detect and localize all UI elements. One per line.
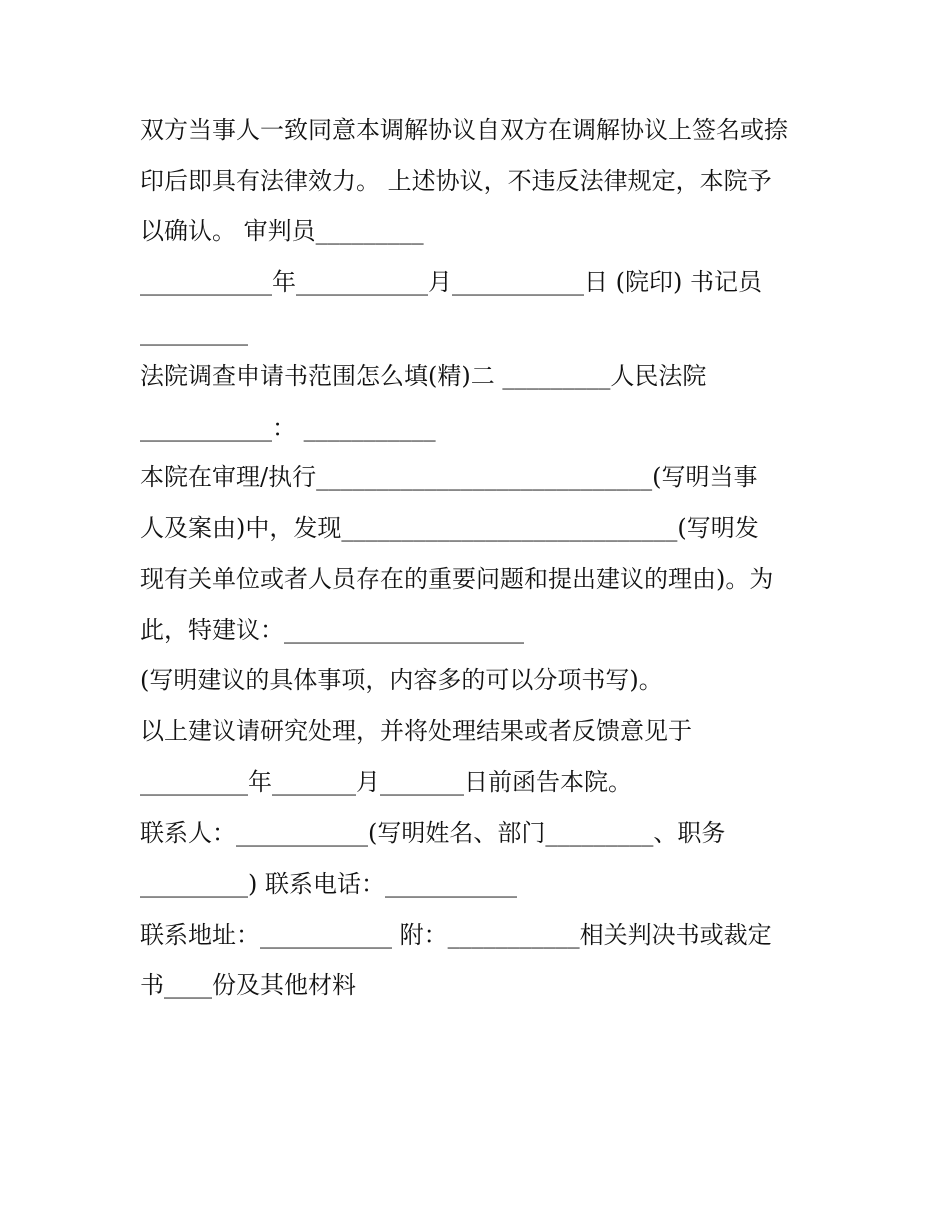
- text-line-12: (写明建议的具体事项，内容多的可以分项书写)。: [140, 666, 663, 694]
- text-line-6: 法院调查申请书范围怎么填(精)二 _________人民法院: [140, 362, 707, 390]
- text-line-7: ___________： ___________: [140, 414, 436, 442]
- text-line-11: 此，特建议：____________________: [140, 616, 524, 644]
- text-line-16: _________) 联系电话：___________: [140, 870, 517, 898]
- text-line-18: 书____份及其他材料: [140, 971, 356, 999]
- text-line-1: 双方当事人一致同意本调解协议自双方在调解协议上签名或捺: [140, 116, 788, 144]
- text-line-9: 人及案由)中，发现____________________________(写明发: [140, 514, 759, 542]
- text-line-4: ___________年___________月___________日 (院印) 书记员: [140, 268, 762, 296]
- text-line-13: 以上建议请研究处理，并将处理结果或者反馈意见于: [140, 717, 692, 745]
- text-line-2: 印后即具有法律效力。 上述协议，不违反法律规定，本院予: [140, 167, 772, 195]
- text-line-5: _________: [140, 318, 248, 346]
- text-line-15: 联系人：___________(写明姓名、部门_________、职务: [140, 819, 726, 847]
- text-line-14: _________年_______月_______日前函告本院。: [140, 768, 632, 796]
- text-line-3: 以确认。 审判员_________: [140, 217, 424, 245]
- text-line-8: 本院在审理/执行____________________________(写明当事: [140, 463, 758, 491]
- text-line-17: 联系地址：___________ 附：___________相关判决书或裁定: [140, 921, 772, 949]
- text-line-10: 现有关单位或者人员存在的重要问题和提出建议的理由)。为: [140, 565, 774, 593]
